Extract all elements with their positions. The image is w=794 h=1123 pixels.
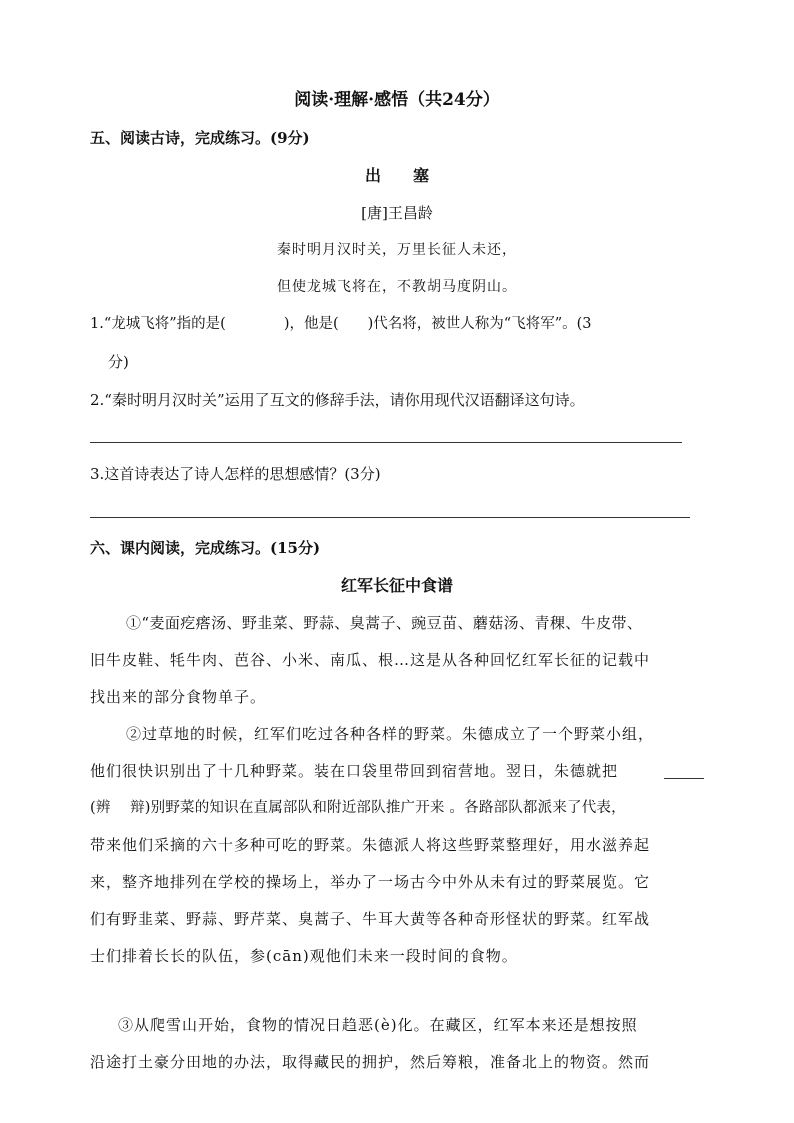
article-line-3: 找出来的部分食物单子。 — [90, 688, 267, 706]
article-line-2: 旧牛皮鞋、牦牛肉、芭谷、小米、南瓜、根…这是从各种回忆红军长征的记载中 — [90, 651, 651, 669]
question-2: 2.“秦时明月汉时关”运用了互文的修辞手法，请你用现代汉语翻译这句诗。 — [90, 391, 585, 409]
article-line-10: 士们排着长长的队伍，参(cān)观他们未来一段时间的食物。 — [90, 947, 518, 965]
article-line-5: 他们很快识别出了十几种野菜。装在口袋里带回到宿营地。翌日，朱德就把 — [90, 762, 619, 780]
fill-blank-line[interactable] — [664, 778, 704, 779]
answer-line-q2[interactable] — [90, 442, 682, 443]
section-title: 阅读·理解·感悟（共24分） — [294, 90, 500, 110]
article-line-9: 们有野韭菜、野蒜、野芹菜、臭蒿子、牛耳大黄等各种奇形怪状的野菜。红军战 — [90, 910, 651, 928]
article-line-4: ②过草地的时候，红军们吃过各种各样的野菜。朱德成立了一个野菜小组， — [126, 725, 655, 743]
article-line-6: (辨 辩)别野菜的知识在直属部队和附近部队推广开来 。各路部队都派来了代表， — [90, 800, 626, 816]
poem-line-2: 但使龙城飞将在，不教胡马度阴山。 — [277, 279, 517, 295]
part5-heading: 五、阅读古诗，完成练习。(9分) — [90, 129, 310, 147]
poem-author: [唐]王昌龄 — [361, 204, 433, 222]
question-1-cont: 分) — [108, 353, 129, 371]
article-line-8: 来，整齐地排列在学校的操场上，举办了一场古今中外从未有过的野菜展览。它 — [90, 873, 651, 891]
article-line-11: ③从爬雪山开始，食物的情况日趋恶(è)化。在藏区，红军本来还是想按照 — [118, 1016, 638, 1034]
question-1: 1.“龙城飞将”指的是( )，他是( )代名将，被世人称为“飞将军”。(3 — [90, 316, 592, 332]
part6-heading: 六、课内阅读，完成练习。(15分) — [90, 539, 321, 557]
article-line-1: ①“麦面疙瘩汤、野韭菜、野蒜、臭蒿子、豌豆苗、蘑菇汤、青稞、牛皮带、 — [126, 614, 643, 632]
poem-line-1: 秦时明月汉时关，万里长征人未还， — [277, 242, 517, 258]
article-line-7: 带来他们采摘的六十多种可吃的野菜。朱德派人将这些野菜整理好，用水滋养起 — [90, 836, 651, 854]
article-title: 红军长征中食谱 — [340, 576, 453, 595]
answer-line-q3[interactable] — [90, 517, 690, 518]
question-3: 3.这首诗表达了诗人怎样的思想感情？(3分) — [90, 465, 381, 483]
article-line-12: 沿途打土豪分田地的办法，取得藏民的拥护，然后筹粮，准备北上的物资。然而 — [90, 1053, 651, 1071]
poem-title: 出 塞 — [364, 166, 429, 185]
